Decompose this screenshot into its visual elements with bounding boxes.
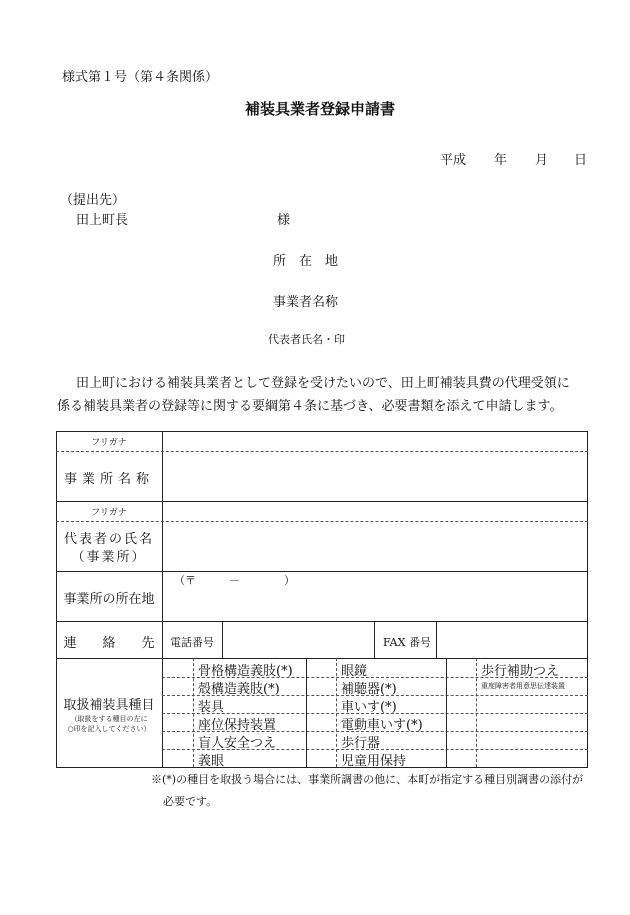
footnote-line1: ※(*)の種目を取扱う場合には、事業所調書の他に、本町が指定する種目別調書の添付が	[151, 773, 584, 786]
body-text-line2: 係る補装具業者の登録等に関する要綱第４条に基づき、必要書類を添えて申請します。	[57, 399, 563, 414]
office-address-label: 事業所の所在地	[63, 592, 155, 607]
type-item: 電動車いす(*)	[341, 718, 423, 733]
types-label: 取扱補装具種目	[63, 698, 155, 713]
business-name-label: 事業者名称	[273, 295, 339, 310]
type-item: 盲人安全つえ	[198, 736, 277, 751]
types-note-1: （取扱をする種目の左に	[70, 715, 148, 723]
type-item: 歩行器	[341, 736, 381, 751]
furigana-label-2: フリガナ	[91, 508, 127, 518]
date-month: 月	[535, 153, 549, 168]
type-item: 重度障害者用意思伝達装置	[481, 682, 565, 690]
type-item: 装具	[198, 700, 225, 715]
furigana-label-1: フリガナ	[91, 438, 127, 448]
type-item: 車いす(*)	[341, 700, 397, 715]
postal-code-field[interactable]: （〒 － ）	[174, 574, 295, 587]
fax-label: FAX 番号	[383, 636, 431, 649]
form-number: 様式第１号（第４条関係）	[62, 70, 219, 85]
date-era: 平成	[440, 153, 467, 168]
type-item: 児童用保持	[341, 754, 407, 769]
date-year: 年	[494, 153, 508, 168]
body-text-line1: 田上町における補装具業者として登録を受けたいので、田上町補装具費の代理受領に	[76, 376, 570, 391]
footnote-line2: 必要です。	[163, 795, 218, 808]
type-item: 補聴器(*)	[341, 682, 397, 697]
page-title: 補装具業者登録申請書	[245, 100, 396, 118]
address-label: 所 在 地	[273, 254, 339, 269]
phone-label: 電話番号	[170, 636, 214, 649]
recipient-name: 田上町長	[76, 213, 129, 228]
recipient-header: （提出先）	[60, 193, 126, 208]
type-item: 殻構造義肢(*)	[198, 682, 280, 697]
type-item: 歩行補助つえ	[481, 664, 560, 679]
office-name-label: 事業所名称	[63, 472, 154, 487]
type-item: 義眼	[198, 754, 225, 769]
rep-office-label: （事業所）	[71, 550, 147, 565]
type-item: 眼鏡	[341, 664, 368, 679]
representative-label: 代表者氏名・印	[268, 333, 345, 346]
rep-name-label: 代表者の氏名	[63, 532, 154, 547]
contact-label: 連 絡 先	[63, 636, 155, 651]
recipient-honorific: 様	[277, 213, 291, 228]
type-item: 骨格構造義肢(*)	[198, 664, 293, 679]
types-note-2: ○印を記入してください）	[67, 725, 151, 733]
type-item: 座位保持装置	[198, 718, 277, 733]
date-day: 日	[574, 153, 588, 168]
